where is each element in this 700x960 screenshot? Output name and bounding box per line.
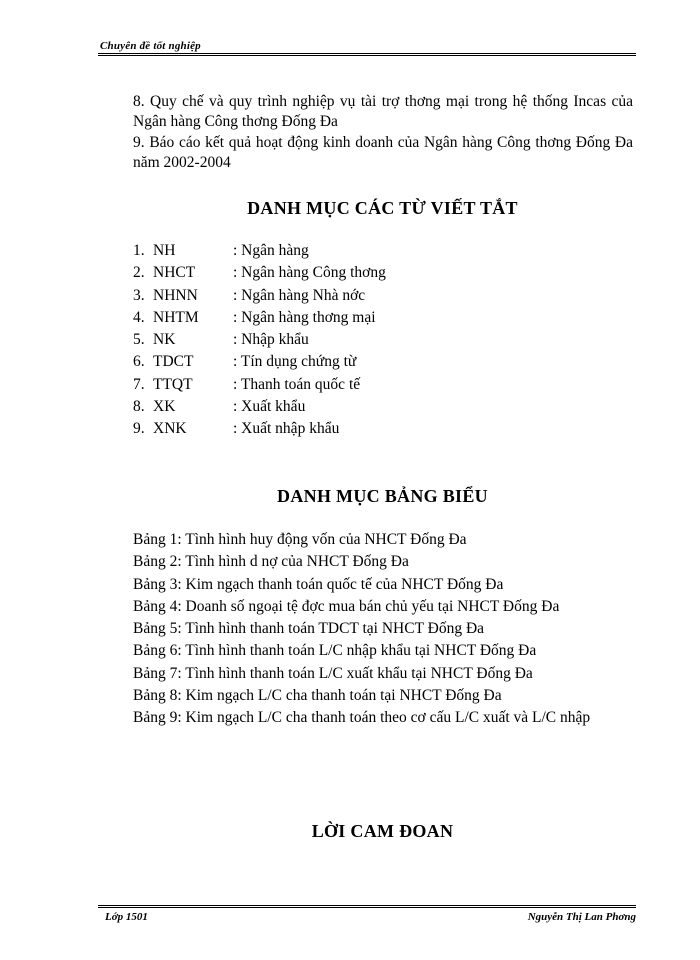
abbreviation-meaning: : Ngân hàng: [233, 242, 309, 259]
table-list-item: Bảng 3: Kim ngạch thanh toán quốc tế của NHCT Đống Đa: [133, 575, 504, 593]
abbreviation-code: TTQT: [153, 375, 193, 393]
abbreviation-meaning: : Xuất nhập khẩu: [233, 420, 340, 438]
abbreviation-code: XNK: [153, 420, 187, 438]
abbreviation-row: [133, 329, 386, 351]
running-header: Chuyên đề tốt nghiệp: [100, 40, 201, 52]
footer-rule-secondary: [98, 907, 636, 908]
abbreviation-meaning: : Ngân hàng Công thơng: [233, 264, 386, 282]
table-list-item: Bảng 7: Tình hình thanh toán L/C xuất khẩu tại NHCT Đống Đa: [133, 664, 533, 682]
table-list-item: Bảng 8: Kim ngạch L/C cha thanh toán tại NHCT Đống Đa: [133, 687, 502, 705]
table-list-item: Bảng 5: Tình hình thanh toán TDCT tại NHCT Đống Đa: [133, 620, 485, 638]
abbreviation-code: NH: [153, 242, 176, 259]
table-list-item: Bảng 9: Kim ngạch L/C cha thanh toán theo cơ cấu L/C xuất và L/C nhập: [133, 709, 591, 727]
header-rule: [98, 53, 636, 54]
abbreviation-row: [133, 351, 386, 373]
abbreviation-row: [133, 374, 386, 396]
abbreviation-code: NK: [153, 331, 176, 349]
abbreviation-number: 1.: [133, 242, 145, 259]
abbreviation-number: 5.: [133, 331, 145, 349]
abbreviation-row: [133, 418, 386, 440]
declaration-title: LỜI CAM ĐOAN: [311, 821, 454, 841]
table-list-item: Bảng 2: Tình hình d nợ của NHCT Đống Đa: [133, 553, 409, 571]
header-rule-secondary: [98, 55, 636, 56]
abbreviation-meaning: : Ngân hàng Nhà nớc: [233, 286, 366, 304]
reference-item-8: 8. Quy chế và quy trình nghiệp vụ tài trợ thơng mại trong hệ thống Incas của Ngân hàng Công thơng Đống Đa: [133, 93, 633, 130]
abbreviation-row: [133, 240, 386, 262]
abbreviation-meaning: : Nhập khẩu: [233, 331, 309, 349]
abbreviation-row: [133, 396, 386, 418]
abbreviations-title: DANH MỤC CÁC TỪ VIẾT TẮT: [247, 198, 518, 218]
abbreviation-row: [133, 285, 386, 307]
abbreviation-meaning: : Thanh toán quốc tế: [233, 375, 361, 393]
abbreviation-number: 4.: [133, 308, 145, 326]
abbreviation-code: NHNN: [153, 286, 198, 304]
abbreviation-row: [133, 262, 386, 284]
abbreviation-meaning: : Ngân hàng thơng mại: [233, 308, 376, 326]
tables-title: DANH MỤC BẢNG BIỂU: [277, 486, 488, 506]
table-list-item: Bảng 6: Tình hình thanh toán L/C nhập khẩu tại NHCT Đống Đa: [133, 642, 537, 660]
table-list-item: Bảng 4: Doanh số ngoại tệ đợc mua bán chủ yếu tại NHCT Đống Đa: [133, 597, 560, 615]
table-list-item: Bảng 1: Tình hình huy động vốn của NHCT Đống Đa: [133, 531, 467, 548]
abbreviation-code: XK: [153, 398, 176, 416]
table-list: [133, 529, 590, 730]
abbreviation-code: TDCT: [153, 353, 194, 371]
footer-class-label: Lớp 1501: [105, 911, 148, 923]
abbreviation-meaning: : Tín dụng chứng từ: [233, 353, 357, 371]
abbreviation-number: 6.: [133, 353, 145, 371]
abbreviation-number: 8.: [133, 398, 145, 416]
abbreviation-number: 3.: [133, 286, 145, 304]
abbreviation-meaning: : Xuất khẩu: [233, 398, 306, 416]
abbreviation-list: [133, 240, 386, 441]
abbreviation-number: 9.: [133, 420, 145, 438]
footer-rule: [98, 905, 636, 906]
abbreviation-number: 7.: [133, 375, 145, 393]
reference-item-9: 9. Báo cáo kết quả hoạt động kinh doanh của Ngân hàng Công thơng Đống Đa năm 2002-2004: [133, 134, 633, 171]
abbreviation-code: NHCT: [153, 264, 196, 282]
footer-author-name: Nguyễn Thị Lan Phơng: [527, 911, 636, 923]
abbreviation-number: 2.: [133, 264, 145, 282]
abbreviation-code: NHTM: [153, 308, 199, 326]
abbreviation-row: [133, 307, 386, 329]
